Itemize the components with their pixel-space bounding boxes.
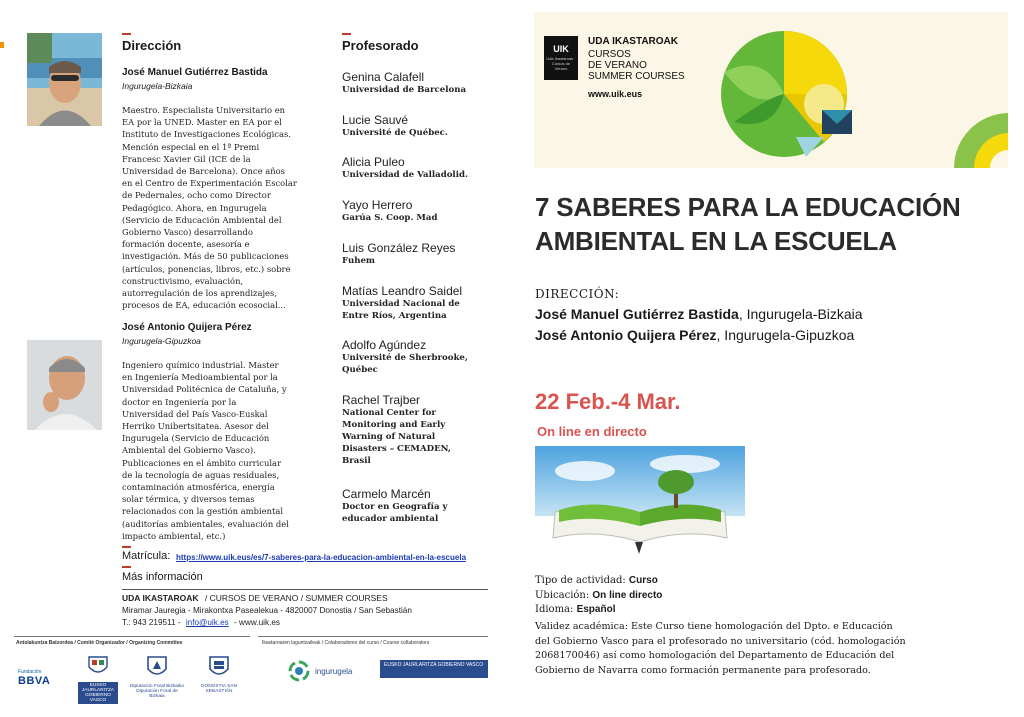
list-item: Genina Calafell Universidad de Barcelona xyxy=(342,70,467,95)
person2-name: José Antonio Quijera Pérez xyxy=(122,322,252,333)
email-link[interactable]: info@uik.es xyxy=(185,618,229,627)
red-tick xyxy=(122,33,131,35)
gv-text: EUSKO JAURLARITZA GOBIERNO VASCO xyxy=(78,682,118,704)
bbva-logo xyxy=(18,669,50,687)
dir2-org: , Ingurugela-Gipuzkoa xyxy=(716,327,855,343)
tipo-value: Curso xyxy=(628,575,658,586)
list-item: Matías Leandro Saidel Universidad Nacional de Entre Ríos, Argentina xyxy=(342,284,463,321)
brand-name: UDA IKASTAROAK xyxy=(588,36,678,47)
logo-mark-text: UIK xyxy=(553,44,569,54)
tipo-label: Tipo de actividad: xyxy=(535,575,626,586)
dir1-org: , Ingurugela-Bizkaia xyxy=(738,306,863,322)
title-line1: 7 SABERES PARA LA EDUCACIÓN xyxy=(535,192,961,222)
ingurugela-text: ingurugela xyxy=(315,666,353,676)
person1-bio: Maestro. Especialista Universitario en EA por la UNED. Master en EA por el Instituto de Investigaciones Ecológicas. Mención especial en el 1ª Premi Francesc Xavier Gil (ICE de la Universidad de Barcelona). Once años en el Centro de Experimentación Escolar de Pedernales, ocho como Director Pedagógico. Ahora, en Ingurugela (Servicio de Educación Ambiental del Gobierno Vasco) desarrollando formación docente, asesoría e investigación. Más de 50 publicaciones (artículos, ponencias, libros, etc.) sobre constructivismo, evaluación, autorregulación de los aprendizajes, procesos de EA, educación ecosocial... xyxy=(122,105,297,311)
city-shield-icon xyxy=(208,655,230,679)
donostia-text: DONOSTIA SAN SEBASTIÁN xyxy=(201,684,237,694)
detail-validez: Validez académica: Este Curso tiene homologación del Dpto. e Educación del Gobierno Vasco para el profesorado no universitario (cód. homologación 2068170046) así como homologación del Departamento de Educación del Gobierno de Navarra como formación permanente para profesorado. xyxy=(535,621,906,676)
course-dates: 22 Feb.-4 Mar. xyxy=(535,389,681,414)
fundacion-text: Fundación xyxy=(18,669,42,675)
gv-logo xyxy=(78,655,118,704)
profesorado-heading: Profesorado xyxy=(342,38,419,53)
ubic-value: On line directo xyxy=(592,590,663,601)
idioma-value: Español xyxy=(576,604,616,615)
divider xyxy=(14,636,250,637)
list-item: Luis González Reyes Fuhem xyxy=(342,241,456,266)
phone: T.: 943 219511 - xyxy=(122,618,181,627)
list-item: Alicia Puleo Universidad de Valladolid. xyxy=(342,155,468,180)
organizers-label: Antolakuntza Batzordea / Comité Organizador / Organizing Committee xyxy=(16,640,183,646)
ingurugela-icon xyxy=(286,660,312,682)
coat-of-arms-icon xyxy=(146,655,168,679)
red-tick xyxy=(122,566,131,568)
detail-ubicacion xyxy=(535,590,662,601)
ubic-label: Ubicación: xyxy=(535,590,590,601)
brand-line2: DE VERANO xyxy=(588,60,647,71)
contact-line xyxy=(122,618,280,627)
list-item: Carmelo Marcén Doctor en Geografía y educador ambiental xyxy=(342,487,448,524)
bizkaia-text: Diputación Foral Bizkaiko Diputación Foral de Bizkaia xyxy=(129,684,185,699)
bizkaia-logo xyxy=(128,655,186,699)
edge-mark xyxy=(0,42,4,48)
red-tick xyxy=(342,33,351,35)
detail-tipo xyxy=(535,575,658,586)
address: Miramar Jauregia - Mirakontxa Pasealekua - 4820007 Donostia / San Sebastián xyxy=(122,606,412,615)
director-1 xyxy=(535,306,863,322)
dir1-name: José Manuel Gutiérrez Bastida xyxy=(535,306,739,322)
brand-line3: SUMMER COURSES xyxy=(588,71,685,82)
gv2-text: EUSKO JAURLARITZA GOBIERNO VASCO xyxy=(384,662,484,668)
brand-web: www.uik.eus xyxy=(588,89,643,99)
divider xyxy=(122,589,488,590)
person1-name: José Manuel Gutiérrez Bastida xyxy=(122,67,268,78)
red-tick xyxy=(122,546,131,548)
divider xyxy=(258,636,488,637)
director-2 xyxy=(535,327,854,343)
list-item: Yayo Herrero Garúa S. Coop. Mad xyxy=(342,198,438,223)
title-line2: AMBIENTAL EN LA ESCUELA xyxy=(535,226,897,256)
course-title xyxy=(535,190,961,258)
uik-org-line xyxy=(122,593,388,603)
course-mode: On line en directo xyxy=(537,424,647,439)
direccion-label: DIRECCIÓN: xyxy=(535,287,620,301)
person1-org: Ingurugela-Bizkaia xyxy=(122,81,193,91)
org-rest: / CURSOS DE VERANO / SUMMER COURSES xyxy=(204,593,388,603)
list-item: Adolfo Agúndez Université de Sherbrooke, Québec xyxy=(342,338,468,375)
brand-line1: CURSOS xyxy=(588,49,631,60)
book-illustration xyxy=(535,446,745,556)
detail-idioma xyxy=(535,604,615,615)
list-item: Rachel Trajber National Center for Monitoring and Early Warning of Natural Disasters – CEMADEN, Brasil xyxy=(342,393,451,466)
logo-mark-sub: Uda Ikastaroak · Cursos de Verano xyxy=(546,56,576,71)
donostia-logo xyxy=(198,655,240,694)
direccion-heading: Dirección xyxy=(122,38,182,53)
person2-org: Ingurugela-Gipuzkoa xyxy=(122,336,201,346)
shield-icon xyxy=(87,655,109,677)
web: - www.uik.es xyxy=(234,618,280,627)
bbva-text: BBVA xyxy=(18,675,51,687)
matricula-link[interactable]: https://www.uik.eus/es/7-saberes-para-la-educacion-ambiental-en-la-escuela xyxy=(176,553,467,562)
gv2-logo xyxy=(380,660,488,678)
profesorado-list xyxy=(342,70,472,525)
person2-bio: Ingeniero químico industrial. Master en Ingeniería Medioambiental por la Universidad Politécnica de Cataluña, y doctor en Ingeniería por la Universidad del País Vasco-Euskal Herriko Unibertsitatea. Asesor del Ingurugela (Servicio de Educación Ambiental del Gobierno Vasco). Publicaciones en el ámbito curricular de la tecnología de aguas residuales, contaminación atmosférica, energía solar térmica, y diversos temas relacionados con la gestión ambiental (auditorías ambientales, evaluación del impacto ambiental, etc.) xyxy=(122,360,289,541)
idioma-label: Idioma: xyxy=(535,604,574,615)
uik-logo-mark xyxy=(544,36,578,80)
photo-jose-manuel xyxy=(27,33,102,126)
uik-banner xyxy=(534,12,1008,168)
matricula-label: Matrícula: xyxy=(122,550,171,562)
mas-info-heading: Más información xyxy=(122,571,203,583)
photo-jose-antonio xyxy=(27,340,102,430)
org-name: UDA IKASTAROAK xyxy=(122,593,199,603)
ingurugela-logo xyxy=(286,660,352,682)
dir2-name: José Antonio Quijera Pérez xyxy=(535,327,717,343)
collaborators-label: Ikastaroaren laguntzaileak / Colaboradores del curso / Course collaborators xyxy=(262,640,430,646)
list-item: Lucie Sauvé Université de Québec. xyxy=(342,113,448,138)
